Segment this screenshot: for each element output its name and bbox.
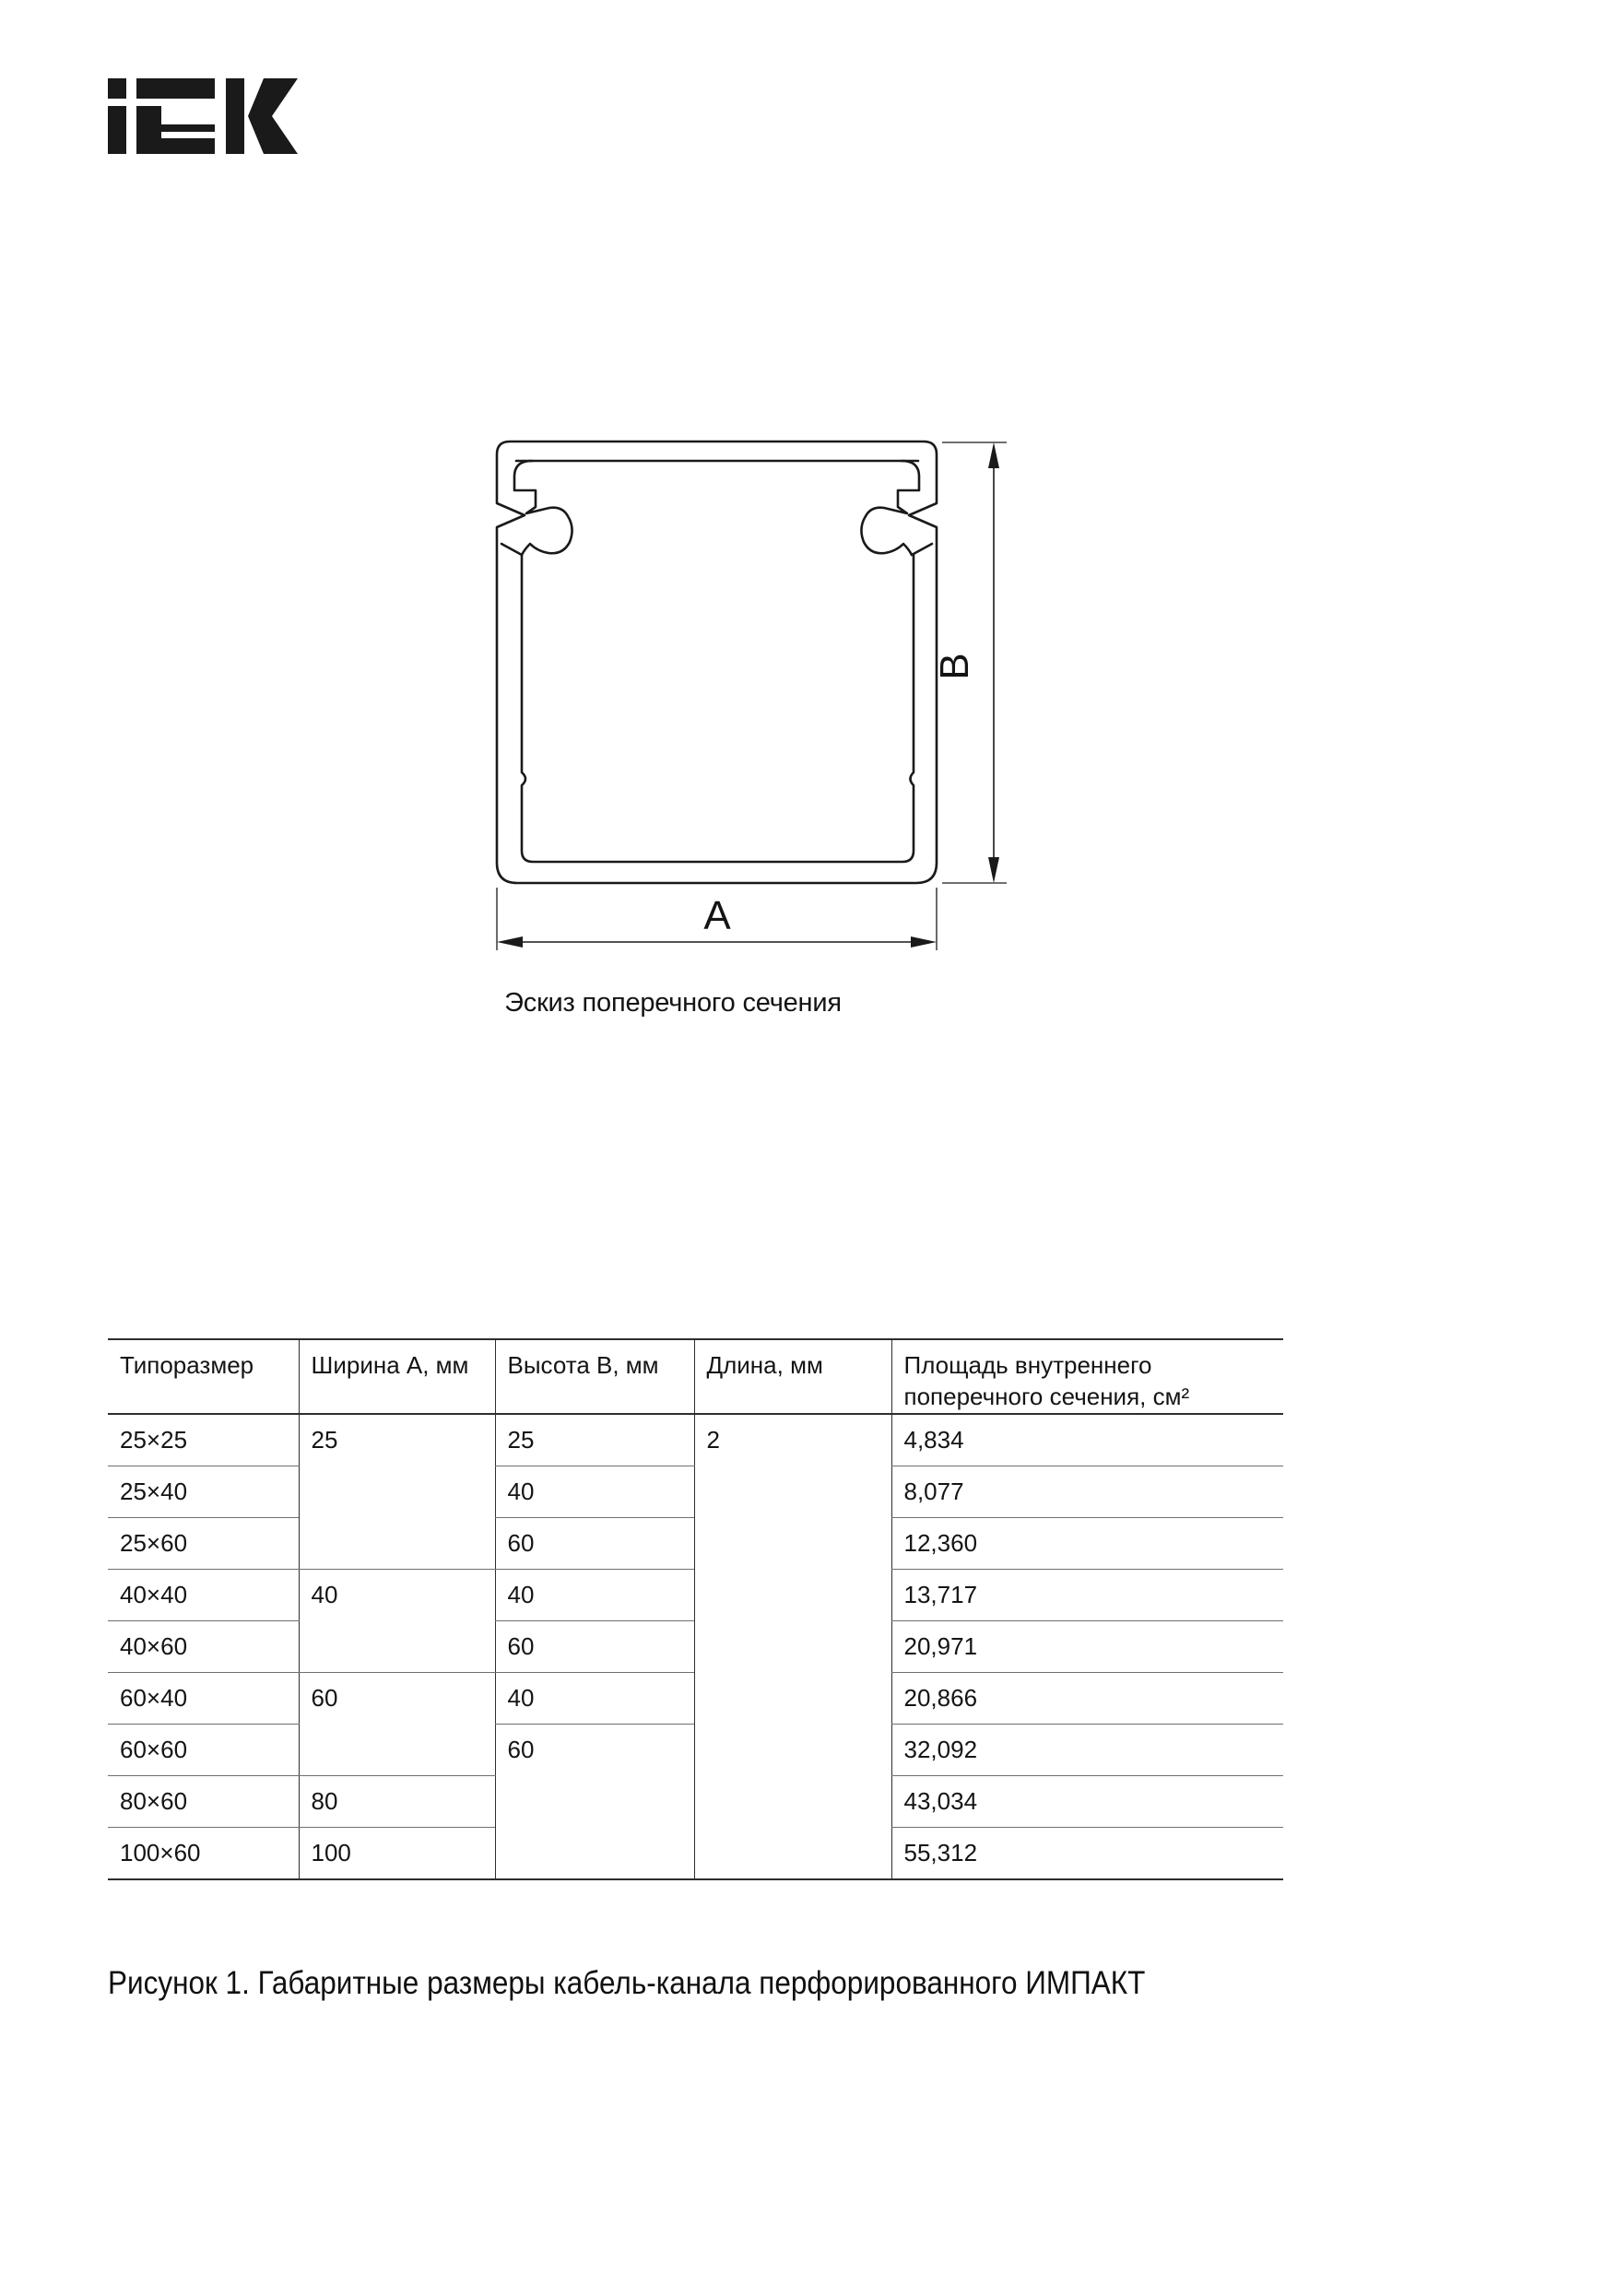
table-cell: 100 [299, 1827, 495, 1879]
table-cell: 60 [495, 1620, 694, 1672]
profile-inner-contour [522, 555, 914, 862]
table-cell: 20,971 [891, 1620, 1283, 1672]
table-cell: 25 [299, 1414, 495, 1570]
table-cell: 25×40 [108, 1466, 299, 1517]
table-cell: 32,092 [891, 1724, 1283, 1775]
table-cell: 25 [495, 1414, 694, 1466]
logo-e-mid [161, 124, 215, 132]
table-cell: 8,077 [891, 1466, 1283, 1517]
cross-section-drawing [461, 406, 1051, 986]
table-cell: 40×40 [108, 1569, 299, 1620]
table-cell: 80×60 [108, 1775, 299, 1827]
dimension-width [497, 888, 937, 950]
table-cell: 60×40 [108, 1672, 299, 1724]
table-cell: 4,834 [891, 1414, 1283, 1466]
table-cell: 20,866 [891, 1672, 1283, 1724]
column-header: Типоразмер [108, 1339, 299, 1414]
table-cell: 60 [495, 1724, 694, 1879]
table-cell: 43,034 [891, 1775, 1283, 1827]
logo-k-lower-arm [248, 116, 298, 154]
table-cell: 13,717 [891, 1569, 1283, 1620]
dimension-height [932, 442, 1007, 883]
table-cell: 60 [495, 1517, 694, 1569]
sketch-caption: Эскиз поперечного сечения [504, 988, 842, 1018]
logo-e-bottom [161, 138, 215, 154]
table-cell: 40 [495, 1569, 694, 1620]
table-cell: 60×60 [108, 1724, 299, 1775]
table-cell: 40 [495, 1466, 694, 1517]
table-cell: 40×60 [108, 1620, 299, 1672]
profile-left-hook [501, 461, 572, 555]
logo-k-stem [226, 78, 244, 154]
figure-caption: Рисунок 1. Габаритные размеры кабель-канала перфорированного ИМПАКТ [108, 1965, 1146, 2001]
profile-right-hook [861, 461, 932, 555]
dim-height-label: B [932, 653, 977, 680]
table-cell: 80 [299, 1775, 495, 1827]
table-cell: 40 [495, 1672, 694, 1724]
logo-k-upper-arm [248, 78, 298, 116]
table-cell: 55,312 [891, 1827, 1283, 1879]
table-cell: 25×60 [108, 1517, 299, 1569]
table-cell: 100×60 [108, 1827, 299, 1879]
logo-i-dot [108, 78, 126, 99]
logo-e-spine [136, 106, 161, 154]
column-header: Высота B, мм [495, 1339, 694, 1414]
iek-logo [108, 78, 298, 154]
table-cell: 25×25 [108, 1414, 299, 1466]
dimensions-table [108, 1338, 1283, 1880]
logo-i-stem [108, 106, 126, 154]
column-header: Ширина A, мм [299, 1339, 495, 1414]
profile-outer-contour [497, 442, 937, 883]
table-cell: 12,360 [891, 1517, 1283, 1569]
column-header: Площадь внутреннего поперечного сечения, см² [891, 1339, 1283, 1414]
table-cell: 60 [299, 1672, 495, 1775]
table-row [108, 1414, 1283, 1466]
column-header: Длина, мм [694, 1339, 891, 1414]
logo-e-top [136, 78, 215, 99]
table-cell: 2 [694, 1414, 891, 1879]
dim-width-label: A [703, 893, 731, 938]
table-cell: 40 [299, 1569, 495, 1672]
table-header [108, 1339, 1283, 1414]
